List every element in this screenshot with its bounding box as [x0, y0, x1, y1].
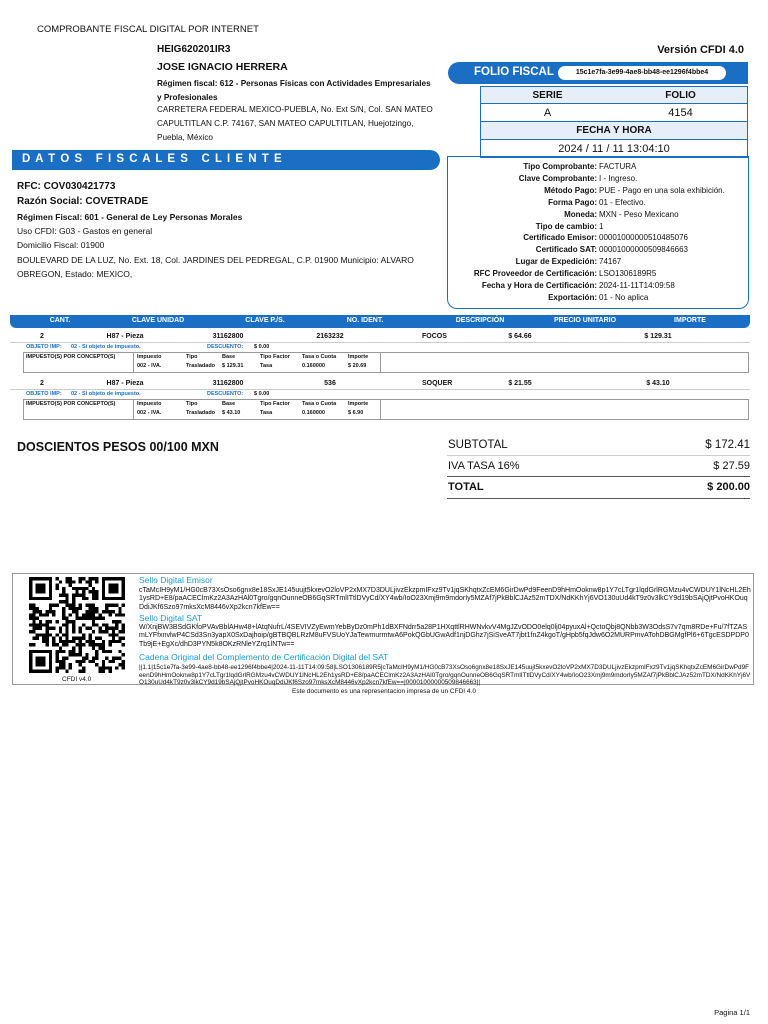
fecha-value: 2024 / 11 / 11 13:04:10	[558, 143, 670, 155]
info-label: Fecha y Hora de Certificación:	[481, 281, 597, 290]
info-row	[448, 162, 750, 174]
serie-label: SERIE	[532, 90, 563, 101]
imp-value: 0.160000	[302, 410, 325, 416]
col-unidad: CLAVE UNIDAD	[131, 317, 185, 324]
info-row	[448, 245, 750, 257]
cell-importe: $ 43.10	[646, 380, 670, 387]
imp-header: Importe	[348, 354, 369, 360]
fecha-box	[480, 122, 748, 158]
descuento-label: DESCUENTO:	[207, 391, 244, 397]
subtotal-label: SUBTOTAL	[448, 439, 508, 451]
cfdi-version: Versión CFDI 4.0	[657, 44, 744, 56]
cell-cant: 2	[40, 333, 44, 340]
serie-folio-box	[480, 86, 748, 122]
cell-unidad: H87 - Pieza	[106, 333, 144, 340]
descuento-value: $ 0.00	[254, 391, 270, 397]
emisor-regimen: Régimen fiscal: 612 - Personas Físicas con Actividades Empresariales y Profesionales	[157, 79, 431, 102]
comprobante-info-box	[447, 156, 749, 309]
sello-emisor-title: Sello Digital Emisor	[139, 575, 213, 585]
info-label: Tipo de cambio:	[535, 221, 597, 231]
info-label: Lugar de Expedición:	[515, 257, 597, 267]
impuestos-label: IMPUESTO(S) POR CONCEPTO(S)	[26, 401, 116, 407]
info-value: PUE - Pago en una sola exhibición.	[599, 185, 725, 195]
info-value: 01 - No aplica	[599, 292, 649, 302]
info-row	[448, 269, 750, 281]
cliente-rfc: RFC: COV030421773	[17, 181, 116, 192]
qr-code	[20, 577, 134, 673]
info-row	[448, 210, 750, 222]
cell-ident: 2163232	[316, 333, 344, 340]
imp-value: Tasa	[260, 363, 273, 369]
col-clave: CLAVE P./S.	[245, 317, 285, 324]
imp-value: 002 - IVA.	[137, 363, 162, 369]
cfdi-caption: CFDI v4.0	[62, 676, 92, 683]
col-ident: NO. IDENT.	[346, 317, 384, 324]
col-cant: CANT.	[49, 317, 71, 324]
info-value: MXN - Peso Mexicano	[599, 209, 679, 219]
info-row	[448, 293, 750, 305]
imp-header: Base	[222, 401, 236, 407]
info-label: Exportación:	[548, 292, 597, 302]
info-row	[448, 257, 750, 269]
info-value: 1	[599, 221, 604, 231]
folio-fiscal-uuid: 15c1e7fa-3e99-4ae8-bb48-ee1296f4bbe4	[558, 66, 726, 80]
info-label: Forma Pago:	[548, 197, 597, 207]
cliente-direccion: BOULEVARD DE LA LUZ, No. Ext. 18, Col. JARDINES DEL PEDREGAL, C.P. 01900 Municipio: ALVARO OBREGON, Estado: MEXICO,	[17, 255, 414, 279]
col-importe: IMPORTE	[674, 317, 706, 324]
info-label: Tipo Comprobante:	[523, 162, 597, 171]
folio-label: FOLIO	[665, 90, 696, 101]
cliente-regimen: Régimen Fiscal: 601 - General de Ley Personas Morales	[17, 212, 243, 222]
info-value: FACTURA	[599, 162, 637, 171]
info-value: 01 - Efectivo.	[599, 197, 646, 207]
emisor-address: CARRETERA FEDERAL MEXICO-PUEBLA, No. Ext S/N, Col. SAN MATEO CAPULTITLAN C.P. 74167, SAN MATEO CAPULTITLAN, Huejotzingo, Puebla, México	[157, 105, 433, 142]
imp-header: Impuesto	[137, 401, 162, 407]
cell-ident: 536	[324, 380, 336, 387]
document-title: COMPROBANTE FISCAL DIGITAL POR INTERNET	[37, 24, 259, 35]
info-label: RFC Proveedor de Certificación:	[473, 269, 597, 279]
imp-value: $ 20.69	[348, 363, 367, 369]
serie-value: A	[543, 107, 552, 119]
folio-fiscal-bar	[448, 62, 748, 84]
info-value: 00001000000510485076	[599, 233, 688, 243]
info-row	[448, 198, 750, 210]
imp-value: Trasladado	[186, 363, 216, 369]
info-value: 00001000000509846663	[599, 245, 688, 255]
cell-clave: 31162800	[212, 333, 244, 340]
imp-value: $ 43.10	[222, 410, 241, 416]
cell-desc: FOCOS	[422, 333, 447, 340]
cliente-domicilio: Domicilio Fiscal: 01900	[17, 240, 105, 250]
emisor-rfc: HEIG620201IR3	[157, 44, 231, 55]
info-row	[448, 233, 750, 245]
imp-header: Tipo	[186, 401, 198, 407]
objeto-value: 02 - Si objeto de impuesto.	[71, 344, 141, 350]
imp-value: 002 - IVA.	[137, 410, 162, 416]
sello-sat: W/XnjBW3BSdGKfoPVAvBblAHw48+lAtqNufrL/4SEVIVZyEwmYebByDz0mPh1dBXFNdrr5a28P1HXqttlRHWNvkvV4MgJZvODO0elq0lj04pyuxAl+QctoQbj8QNbb3W3OdsS7v7qm8RDe+Fu/7fTZASmLYFfxnvlwP4CSd3Sn3yapX0SxDajhoip/gBTBQBLRzM8uFVSUoYJaTewmurmtwA6PokQGbUGwAdf1njDGhz7jSiSveAT7jbt1fnZ4kgoT/gHpb5fqJdw6O2MURPmvATohDBGMgfPl6+6TgcESDPDP0Tb9jE+EgXc/dhD3PYN5k8OKzRNleYZrq1lNTw==	[139, 624, 749, 648]
impuestos-label: IMPUESTO(S) POR CONCEPTO(S)	[26, 354, 116, 360]
cell-desc: SOQUER	[422, 380, 453, 387]
subtotal-value: $ 172.41	[705, 439, 750, 451]
fecha-label: FECHA Y HORA	[576, 125, 652, 136]
info-label: Certificado Emisor:	[523, 233, 597, 243]
imp-header: Tipo Factor	[260, 354, 290, 360]
sello-emisor: cTaMcIH9yM1/HG0cB73XsOso6gnx8e18SxJE145uujt5kxevO2loVP2xMX7D3DULjivzEkzpmIFxz9Tv1jqSKhqtxZcEM6GirDwPd9FeenD9hHmOoknw8p1Y7cLTgr1lqdGrlRGMzu4vCWDUY1lNcHL2Eh1ysRD+E8/paACEClmKz2A3AzHAl0Tgro/gqnOunneOB6GqSRTmlITtlDVyCd/XY4wb/IoO23Xmj9m9mdorIy5MZAf7jPkBblCJAz52mTDX/NdKKhYj6VO130uUd4kT9z0v3lkCY9d19bSAjQjtPvoHKOuqDdiJKf6Szo97mksXcM8446vXp2kcn7kfEw==	[139, 587, 751, 611]
info-value: I - Ingreso.	[599, 173, 638, 183]
info-label: Moneda:	[564, 209, 597, 219]
info-row	[448, 186, 750, 198]
footer-note: Este documento es una representacion impresa de un CFDI 4.0	[292, 688, 476, 695]
imp-header: Tasa o Cuota	[302, 401, 337, 407]
info-label: Certificado SAT:	[535, 245, 597, 255]
cadena-title: Cadena Original del Complemento de Certificación Digital del SAT	[139, 652, 389, 662]
imp-header: Tipo Factor	[260, 401, 290, 407]
cadena-original: ||1.1|15c1e7fa-3e99-4ae8-bb48-ee1296f4bbe4|2024-11-11T14:09:58|LSO1306189R5|cTaMcIH9yM1/HG0cB73XsOso6gnx8e18SxJE145uujt5kxevO2loVP2xMX7D3DULjivzEkzpmIFxz9Tv1jqSKhqtxZcEM6GirDwPd9FeenD9hHmOoknw8p1Y7cLTgr1lqdGrlRGMzu4vCWDUY1lNcHL2Eh1ysRD+E8/paACEClmKz2A3AzHAl0Tgro/gqnOunneOB6GqSRTmlITtlDVyCd/XY4wb/IoO23Xmj9m9mdorIy5MZAf7jPkBblCJAz52mTDX/NdKKhYj6VO130uUd4kT9z0v3lkCY9d19bSAjQjtPvoHKOuqDdiJKf6Szo97mksXcM8446vXp2kcn7kfEw==|00001000000509846663||	[139, 664, 751, 687]
sello-sat-title: Sello Digital SAT	[139, 613, 203, 623]
info-label: Método Pago:	[544, 185, 597, 195]
cell-cant: 2	[40, 380, 44, 387]
iva-value: $ 27.59	[713, 460, 750, 472]
importe-letra: DOSCIENTOS PESOS 00/100 MXN	[17, 440, 219, 454]
cliente-razon: Razón Social: COVETRADE	[17, 196, 149, 207]
page-number: Pagina 1/1	[714, 1008, 750, 1017]
col-precio: PRECIO UNITARIO	[553, 317, 617, 324]
info-label: Clave Comprobante:	[518, 173, 597, 183]
folio-value: 4154	[668, 107, 693, 119]
col-desc: DESCRIPCIÓN	[455, 317, 505, 324]
imp-value: $ 129.31	[222, 363, 244, 369]
datos-cliente-bar	[12, 150, 440, 170]
info-value: 2024-11-11T14:09:58	[599, 281, 675, 290]
imp-header: Base	[222, 354, 236, 360]
emisor-name: JOSE IGNACIO HERRERA	[157, 61, 288, 73]
objeto-label: OBJETO IMP:	[26, 391, 62, 397]
items-table-header	[10, 315, 750, 328]
descuento-label: DESCUENTO:	[207, 344, 244, 350]
iva-label: IVA TASA 16%	[448, 460, 520, 472]
imp-value: 0.160000	[302, 363, 325, 369]
cell-importe: $ 129.31	[644, 333, 672, 340]
cell-unidad: H87 - Pieza	[106, 380, 144, 387]
info-value: LSO1306189R5	[599, 269, 657, 279]
total-value: $ 200.00	[707, 481, 750, 493]
objeto-label: OBJETO IMP:	[26, 344, 62, 350]
cell-precio: $ 64.66	[508, 333, 532, 340]
imp-header: Tasa o Cuota	[302, 354, 337, 360]
imp-header: Impuesto	[137, 354, 162, 360]
cell-clave: 31162800	[212, 380, 244, 387]
imp-header: Tipo	[186, 354, 198, 360]
imp-value: Tasa	[260, 410, 273, 416]
total-label: TOTAL	[448, 481, 484, 493]
imp-header: Importe	[348, 401, 369, 407]
imp-value: $ 6.90	[348, 410, 364, 416]
objeto-value: 02 - Si objeto de impuesto.	[71, 391, 141, 397]
cell-precio: $ 21.55	[508, 380, 532, 387]
cliente-uso: Uso CFDI: G03 - Gastos en general	[17, 226, 153, 236]
info-row	[448, 281, 750, 293]
info-row	[448, 222, 750, 234]
datos-cliente-label: D A T O S F I S C A L E S C L I E N T E	[22, 153, 283, 165]
imp-value: Trasladado	[186, 410, 216, 416]
folio-fiscal-label: FOLIO FISCAL	[474, 66, 554, 78]
info-row	[448, 174, 750, 186]
info-value: 74167	[599, 257, 622, 267]
descuento-value: $ 0.00	[254, 344, 270, 350]
